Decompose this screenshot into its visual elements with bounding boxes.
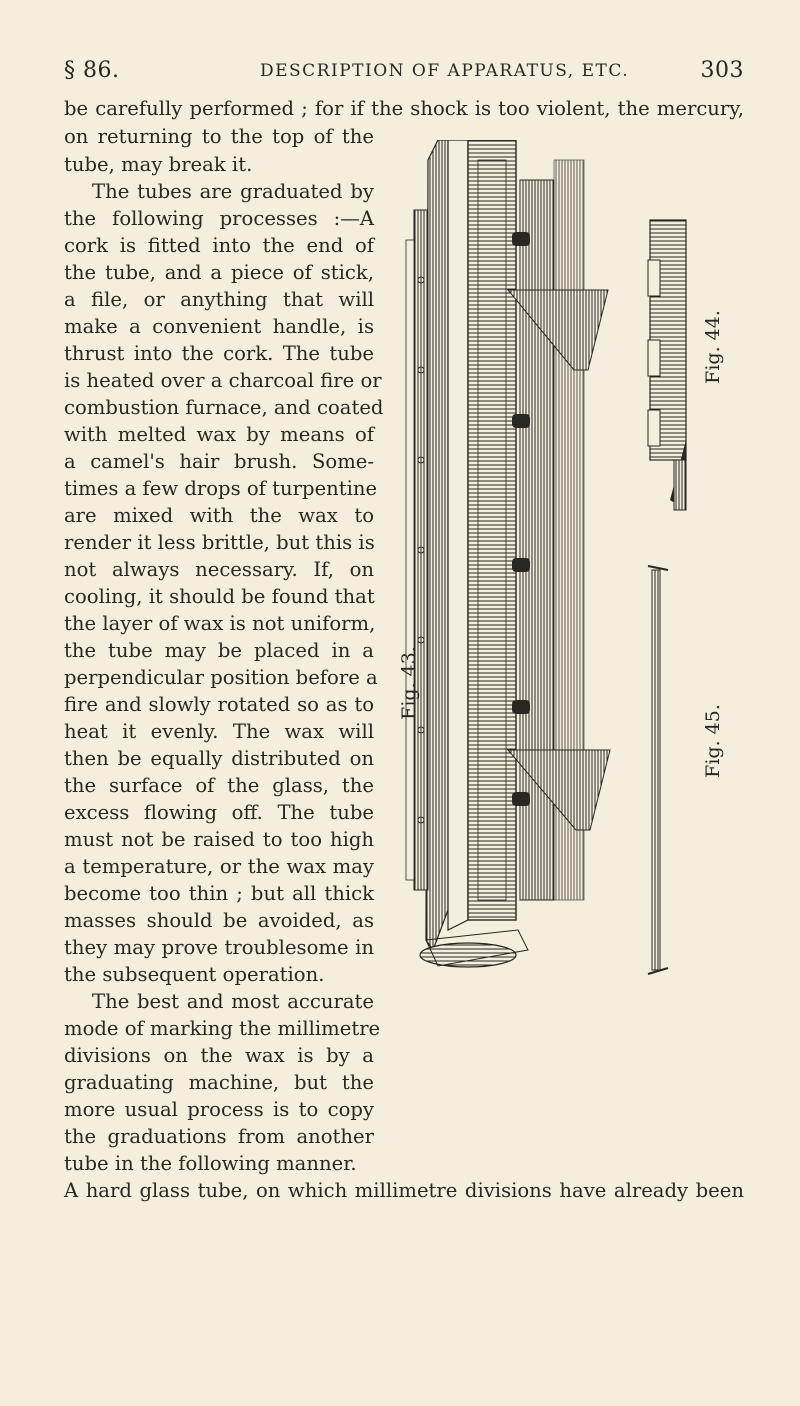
text-line: tube in the following manner. — [64, 1152, 357, 1175]
text-line: become too thin ; but all thick — [64, 882, 374, 905]
text-line: tube, may break it. — [64, 153, 253, 176]
text-line: The best and most accurate — [92, 990, 374, 1013]
text-line: mode of marking the millimetre — [64, 1017, 381, 1040]
text-line: cork is fitted into the end of — [64, 234, 374, 257]
text-line: thrust into the cork. The tube — [64, 342, 374, 365]
text-line: a file, or anything that will — [64, 288, 374, 311]
text-line: The tubes are graduated by — [92, 180, 374, 203]
text-line: masses should be avoided, as — [64, 909, 374, 932]
text-line: then be equally distributed on — [64, 747, 374, 770]
fig44-apparatus — [648, 220, 686, 510]
text-line: is heated over a charcoal fire or — [64, 369, 382, 392]
text-line: fire and slowly rotated so as to — [64, 693, 374, 716]
text-line: the layer of wax is not uniform, — [64, 612, 376, 635]
text-line: a temperature, or the wax may — [64, 855, 374, 878]
engraving-drawing — [378, 140, 738, 980]
fig43-apparatus — [406, 140, 610, 967]
fig44-label: Fig. 44. — [701, 310, 724, 384]
text-line: the surface of the glass, the — [64, 774, 374, 797]
text-line: excess flowing off. The tube — [64, 801, 374, 824]
text-line: the following processes :—A — [64, 207, 374, 230]
text-line: perpendicular position before a — [64, 666, 378, 689]
text-line: are mixed with the wax to — [64, 504, 374, 527]
text-line: the subsequent operation. — [64, 963, 325, 986]
text-line: cooling, it should be found that — [64, 585, 375, 608]
text-line: heat it evenly. The wax will — [64, 720, 374, 743]
text-line: a camel's hair brush. Some- — [64, 450, 374, 473]
apparatus-illustration — [378, 140, 738, 980]
section-number: § 86. — [64, 58, 120, 83]
text-line: combustion furnace, and coated — [64, 396, 384, 419]
text-line: the tube, and a piece of stick, — [64, 261, 374, 284]
text-line: A hard glass tube, on which millimetre divisions have already been — [64, 1179, 744, 1202]
fig45-apparatus — [648, 566, 668, 974]
fig45-label: Fig. 45. — [701, 704, 724, 778]
text-line: not always necessary. If, on — [64, 558, 374, 581]
text-line: must not be raised to too high — [64, 828, 374, 851]
text-line: make a convenient handle, is — [64, 315, 374, 338]
text-line: more usual process is to copy — [64, 1098, 374, 1121]
text-line: be carefully performed ; for if the shock is too violent, the mercury, — [64, 97, 744, 120]
text-line: on returning to the top of the — [64, 125, 374, 148]
text-line: graduating machine, but the — [64, 1071, 374, 1094]
fig43-label: Fig. 43. — [397, 646, 420, 720]
text-line: render it less brittle, but this is — [64, 531, 375, 554]
text-line: times a few drops of turpentine — [64, 477, 378, 500]
text-line: they may prove troublesome in — [64, 936, 374, 959]
running-header — [64, 58, 744, 88]
page-number: 303 — [700, 58, 744, 83]
text-line: the graduations from another — [64, 1125, 374, 1148]
running-title: DESCRIPTION OF APPARATUS, ETC. — [260, 61, 630, 81]
text-line: divisions on the wax is by a — [64, 1044, 374, 1067]
text-line: the tube may be placed in a — [64, 639, 374, 662]
text-line: with melted wax by means of — [64, 423, 374, 446]
